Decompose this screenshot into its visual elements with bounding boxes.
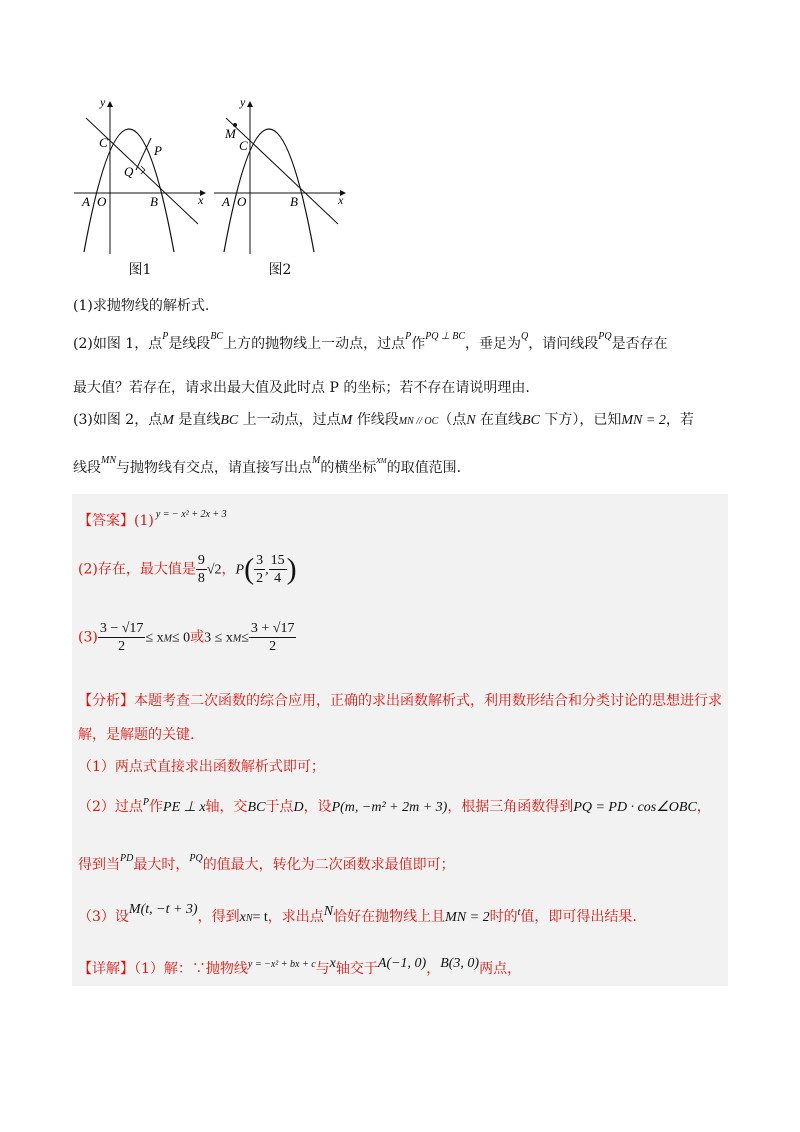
answer-p2-sep: , <box>265 562 269 578</box>
s2-h: 得到当 <box>78 857 120 873</box>
q3-text-a: (3)如图 2，点 <box>73 412 163 428</box>
figures <box>70 92 370 282</box>
answer-p3-right-start: 3 ≤ x <box>204 630 233 646</box>
analysis-label: 【分析】 <box>78 693 134 709</box>
question-3-line-1 <box>73 410 694 432</box>
analysis-step-2-cont <box>78 854 455 874</box>
detail-a: （1）解：∵抛物线 <box>134 961 248 977</box>
q3-xm-sub: M <box>380 457 387 465</box>
q3-point-m-2: M <box>340 413 353 428</box>
answer-part-2 <box>78 552 297 587</box>
q3-point-m-3: M <box>312 455 321 466</box>
q3-text-f: 在直线 <box>480 412 523 428</box>
answer-p2-label: (2)存在，最大值是 <box>78 561 196 578</box>
s2-pq: PQ <box>189 853 203 864</box>
q3-point-m: M <box>162 413 174 428</box>
answer-p2-px <box>254 552 265 587</box>
answer-p2-comma: ， <box>221 561 236 578</box>
q2-text-a: (2)如图 1，点 <box>73 336 163 352</box>
q3-line2-a: 线段 <box>73 460 101 476</box>
answer-p3-right-frac <box>249 620 297 655</box>
s2-pd: PD <box>120 853 134 864</box>
q2-point-q: Q <box>521 331 529 342</box>
detail-d: ， <box>426 961 441 977</box>
answer-p3-or: 或 <box>190 629 205 646</box>
s3-a: （3）设 <box>78 909 129 925</box>
detail-a-point: A(−1, 0) <box>377 956 427 971</box>
s2-b: 作 <box>149 799 164 815</box>
answer-p2-frac-den: 8 <box>197 571 205 586</box>
q2-text-g: 是否存在 <box>611 336 668 352</box>
q2-text-e: ，垂足为 <box>465 336 522 352</box>
answer-p2-py <box>269 552 287 587</box>
answer-p3-label: (3) <box>78 629 98 646</box>
question-2-line-1 <box>73 331 668 356</box>
answer-p3-left-frac <box>98 620 146 655</box>
q2-perpendicular: PQ ⊥ BC <box>425 331 466 342</box>
answer-p3-right-le: ≤ <box>241 630 249 646</box>
answer-p2-root: √2 <box>206 562 222 578</box>
answer-p2-px-num: 3 <box>256 553 264 568</box>
fig2-point-a-label: A <box>222 194 230 209</box>
s2-e: ，设 <box>303 799 332 815</box>
analysis-step-3 <box>78 902 637 926</box>
fig1-x-label: x <box>198 193 204 207</box>
answer-p3-sub-2: M <box>232 633 242 645</box>
detail-line-1 <box>78 958 521 978</box>
s3-c: ，求出点 <box>267 909 324 925</box>
analysis-line-1 <box>78 690 722 710</box>
q3-text-g: 下方），已知 <box>544 412 622 428</box>
analysis-line-2: 解，是解题的关键. <box>78 727 195 743</box>
s3-xn-eq: = t <box>252 910 268 925</box>
analysis-text-1: 本题考查二次函数的综合应用，正确的求出函数解析式，利用数形结合和分类讨论的思想进行求 <box>134 693 722 709</box>
answer-p2-open: ( <box>244 552 255 586</box>
q3-mn-eq: MN = 2 <box>621 413 666 428</box>
figure-2-caption: 图2 <box>268 262 292 278</box>
answer-part-1 <box>78 510 227 530</box>
s2-i: 最大时， <box>133 857 190 873</box>
figure-2 <box>210 92 350 282</box>
s2-dpoint: D <box>293 800 304 815</box>
s2-f: ，根据三角函数得到 <box>447 799 574 815</box>
answer-p3-sub-1: M <box>163 633 172 645</box>
answer-part-3 <box>78 620 296 655</box>
answer-p2-py-num: 15 <box>270 553 285 568</box>
q3-text-c: 上一动点，过点 <box>242 412 341 428</box>
fig1-point-p-label: P <box>154 143 162 158</box>
detail-b: 与 <box>315 961 330 977</box>
s3-d: 恰好在抛物线上且 <box>333 909 446 925</box>
s3-xn-sub: N <box>245 913 253 924</box>
q3-line-bc-2: BC <box>522 413 540 428</box>
fig2-y-label: y <box>240 95 246 109</box>
question-2-line-2: 最大值？若存在，请求出最大值及此时点 P 的坐标；若不存在请说明理由. <box>73 380 530 396</box>
analysis-step-1: （1）两点式直接求出函数解析式即可； <box>78 759 325 775</box>
s2-g: ， <box>696 799 711 815</box>
detail-eq: y = −x² + bx + c <box>247 959 316 970</box>
answer-p2-px-den: 2 <box>256 571 264 586</box>
q2-point-p-2: P <box>405 331 412 342</box>
q2-segment-pq: PQ <box>598 331 612 342</box>
s3-b: ，得到 <box>197 909 240 925</box>
s3-m: M(t, −t + 3) <box>128 902 198 917</box>
q3-text-d: 作线段 <box>356 412 399 428</box>
q3-line2-d: 的取值范围. <box>386 460 462 476</box>
q3-line2-b: 与抛物线有交点，请直接写出点 <box>116 460 312 476</box>
figure-1-caption: 图1 <box>128 262 152 278</box>
answer-p3-l-num: 3 − √17 <box>99 621 144 636</box>
s2-j: 的值最大，转化为二次函数求最值即可； <box>202 857 455 873</box>
s2-eq: PQ = PD · cos∠OBC <box>573 800 697 815</box>
q3-text-b: 是直线 <box>178 412 221 428</box>
answer-p2-py-den: 4 <box>274 571 282 586</box>
q3-xm-x: x <box>376 455 381 466</box>
detail-b-point: B(3, 0) <box>440 956 480 971</box>
question-1: (1)求抛物线的解析式. <box>73 298 210 314</box>
s2-d: 于点 <box>265 799 294 815</box>
fig2-point-b-label: B <box>290 194 298 209</box>
s3-mn: MN = 2 <box>445 910 490 925</box>
fig1-origin-label: O <box>97 194 107 209</box>
q3-parallel: MN // OC <box>398 416 439 427</box>
q3-text-h: ，若 <box>665 412 694 428</box>
figure-1 <box>70 92 210 282</box>
analysis-step-2 <box>78 796 711 816</box>
s2-pm: P(m, −m² + 2m + 3) <box>331 800 448 815</box>
detail-label: 【详解】 <box>78 961 134 977</box>
s3-xn: x <box>239 910 246 925</box>
answer-p2-frac-num: 9 <box>197 553 205 568</box>
answer-p3-r-den: 2 <box>269 639 277 654</box>
fig1-y-label: y <box>100 95 106 109</box>
q3-text-e: （点 <box>438 412 467 428</box>
q3-segment-mn: MN <box>101 455 116 466</box>
s2-bc: BC <box>247 800 266 815</box>
s3-n: N <box>323 904 334 919</box>
detail-e: 两点， <box>479 961 522 977</box>
answer-p3-left-rest: ≤ x <box>145 630 164 646</box>
q2-text-c: 上方的抛物线上一动点，过点 <box>223 336 406 352</box>
question-3-line-2 <box>73 455 462 480</box>
fig2-x-label: x <box>338 193 344 207</box>
q2-text-d: 作 <box>411 336 426 352</box>
figure-1-graph <box>70 92 210 262</box>
fig2-point-m-label: M <box>225 126 236 141</box>
fig1-point-c-label: C <box>99 135 108 150</box>
s2-p: P <box>142 797 150 808</box>
detail-c: 轴交于 <box>335 961 378 977</box>
fig1-point-a-label: A <box>82 194 90 209</box>
s2-a: （2）过点 <box>78 799 143 815</box>
q2-text-b: 是线段 <box>168 336 211 352</box>
s3-e: 时的 <box>489 909 518 925</box>
s2-pe: PE ⊥ x <box>163 800 206 815</box>
fig2-point-c-label: C <box>239 138 248 153</box>
q2-segment-bc: BC <box>210 331 224 342</box>
q3-line-bc: BC <box>220 413 239 428</box>
fig1-point-b-label: B <box>150 194 158 209</box>
answer-p2-max-fraction <box>196 552 207 587</box>
answer-p3-left-end: ≤ 0 <box>171 630 191 646</box>
detail-x: x <box>329 956 336 971</box>
q3-line2-c: 的横坐标 <box>320 460 377 476</box>
answer-p2-close: ) <box>286 552 297 586</box>
q3-point-n: N <box>466 413 476 428</box>
s3-f: 值，即可得出结果. <box>520 909 637 925</box>
s2-c: 轴，交 <box>205 799 248 815</box>
answer-p3-l-den: 2 <box>118 639 126 654</box>
answer-p2-point: P <box>235 562 245 578</box>
q2-point-p: P <box>162 331 169 342</box>
fig2-origin-label: O <box>237 194 247 209</box>
fig1-point-q-label: Q <box>124 164 134 179</box>
answer-p3-r-num: 3 + √17 <box>250 621 295 636</box>
q2-text-f: ，请问线段 <box>528 336 599 352</box>
answer-label: 【答案】(1) <box>78 513 154 529</box>
answer-formula: y = − x² + 2x + 3 <box>155 509 227 520</box>
s3-t: t <box>517 907 521 918</box>
q3-xm <box>376 455 386 466</box>
figure-2-graph <box>210 92 350 262</box>
